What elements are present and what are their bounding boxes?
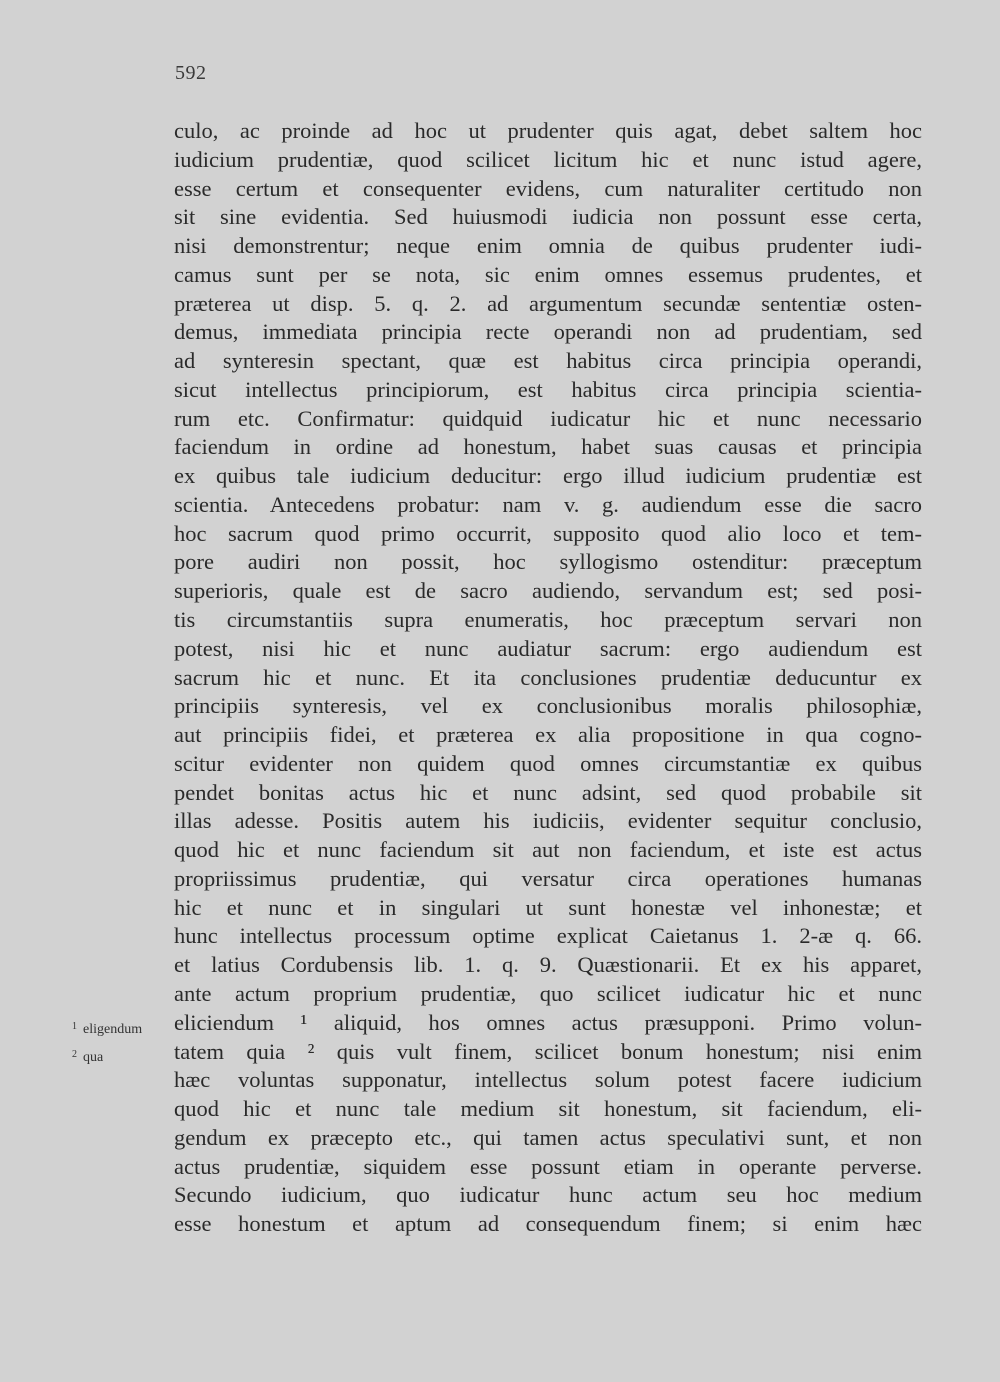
text-line: tatem quia ² quis vult finem, scilicet bonum honestum; nisi enim [174,1038,922,1064]
text-line: scitur evidenter non quidem quod omnes circumstantiæ ex quibus [174,750,922,776]
text-line: et latius Cordubensis lib. 1. q. 9. Quæstionarii. Et ex his apparet, [174,952,922,978]
text-line: camus sunt per se nota, sic enim omnes essemus prudentes, et [174,261,922,287]
text-line: præterea ut disp. 5. q. 2. ad argumentum secundæ sententiæ osten- [174,290,922,316]
text-line: aut principiis fidei, et præterea ex alia propositione in qua cogno- [174,722,922,748]
text-line: iudicium prudentiæ, quod scilicet licitum hic et nunc istud agere, [174,146,922,172]
text-line: sit sine evidentia. Sed huiusmodi iudicia non possunt esse certa, [174,204,922,230]
text-line: quod hic et nunc tale medium sit honestum, sit faciendum, eli- [174,1096,922,1122]
text-line: faciendum in ordine ad honestum, habet suas causas et principia [174,434,922,460]
text-line: demus, immediata principia recte operandi non ad prudentiam, sed [174,319,922,345]
text-line: Secundo iudicium, quo iudicatur hunc actum seu hoc medium [174,1182,922,1208]
text-line: superioris, quale est de sacro audiendo, servandum est; sed posi- [174,578,922,604]
text-line: tis circumstantiis supra enumeratis, hoc præceptum servari non [174,607,922,633]
text-line: hunc intellectus processum optime explicat Caietanus 1. 2-æ q. 66. [174,923,922,949]
text-line: hoc sacrum quod primo occurrit, supposito quod alio loco et tem- [174,520,922,546]
text-line: pore audiri non possit, hoc syllogismo ostenditur: præceptum [174,549,922,575]
text-line: esse honestum et aptum ad consequendum finem; si enim hæc [174,1211,922,1237]
text-line: nisi demonstrentur; neque enim omnia de quibus prudenter iudi- [174,233,922,259]
page-number: 592 [175,62,207,84]
text-line: sacrum hic et nunc. Et ita conclusiones prudentiæ deducuntur ex [174,664,922,690]
text-line: principiis synteresis, vel ex conclusionibus moralis philosophiæ, [174,693,922,719]
margin-note-marker: 2 [72,1049,77,1060]
margin-note-marker: 1 [72,1021,77,1032]
margin-note-text: eligendum [83,1022,143,1037]
text-line: rum etc. Confirmatur: quidquid iudicatur hic et nunc necessario [174,405,922,431]
margin-note [72,1049,103,1066]
text-line: ex quibus tale iudicium deducitur: ergo illud iudicium prudentiæ est [174,463,922,489]
text-line: propriissimus prudentiæ, qui versatur circa operationes humanas [174,865,922,891]
text-line: actus prudentiæ, siquidem esse possunt etiam in operante perverse. [174,1153,922,1179]
text-line: illas adesse. Positis autem his iudiciis, evidenter sequitur conclusio, [174,808,922,834]
margin-note-text: qua [83,1050,104,1065]
text-line: ad synteresin spectant, quæ est habitus circa principia operandi, [174,348,922,374]
text-line: scientia. Antecedens probatur: nam v. g. audiendum esse die sacro [174,491,922,517]
text-line: gendum ex præcepto etc., qui tamen actus speculativi sunt, et non [174,1124,922,1150]
text-line: esse certum et consequenter evidens, cum naturaliter certitudo non [174,175,922,201]
margin-note [72,1021,142,1038]
text-line: hæc voluntas supponatur, intellectus solum potest facere iudicium [174,1067,922,1093]
body-text [174,117,922,1239]
text-line: culo, ac proinde ad hoc ut prudenter quis agat, debet saltem hoc [174,118,922,143]
text-line: quod hic et nunc faciendum sit aut non faciendum, et iste est actus [174,837,922,863]
text-line: hic et nunc et in singulari ut sunt honestæ vel inhonestæ; et [174,894,922,920]
text-line: eliciendum ¹ aliquid, hos omnes actus præsupponi. Primo volun- [174,1009,922,1035]
text-line: pendet bonitas actus hic et nunc adsint, sed quod probabile sit [174,779,922,805]
text-line: potest, nisi hic et nunc audiatur sacrum: ergo audiendum est [174,635,922,661]
text-line: ante actum proprium prudentiæ, quo scilicet iudicatur hic et nunc [174,980,922,1006]
text-line: sicut intellectus principiorum, est habitus circa principia scientia- [174,376,922,402]
